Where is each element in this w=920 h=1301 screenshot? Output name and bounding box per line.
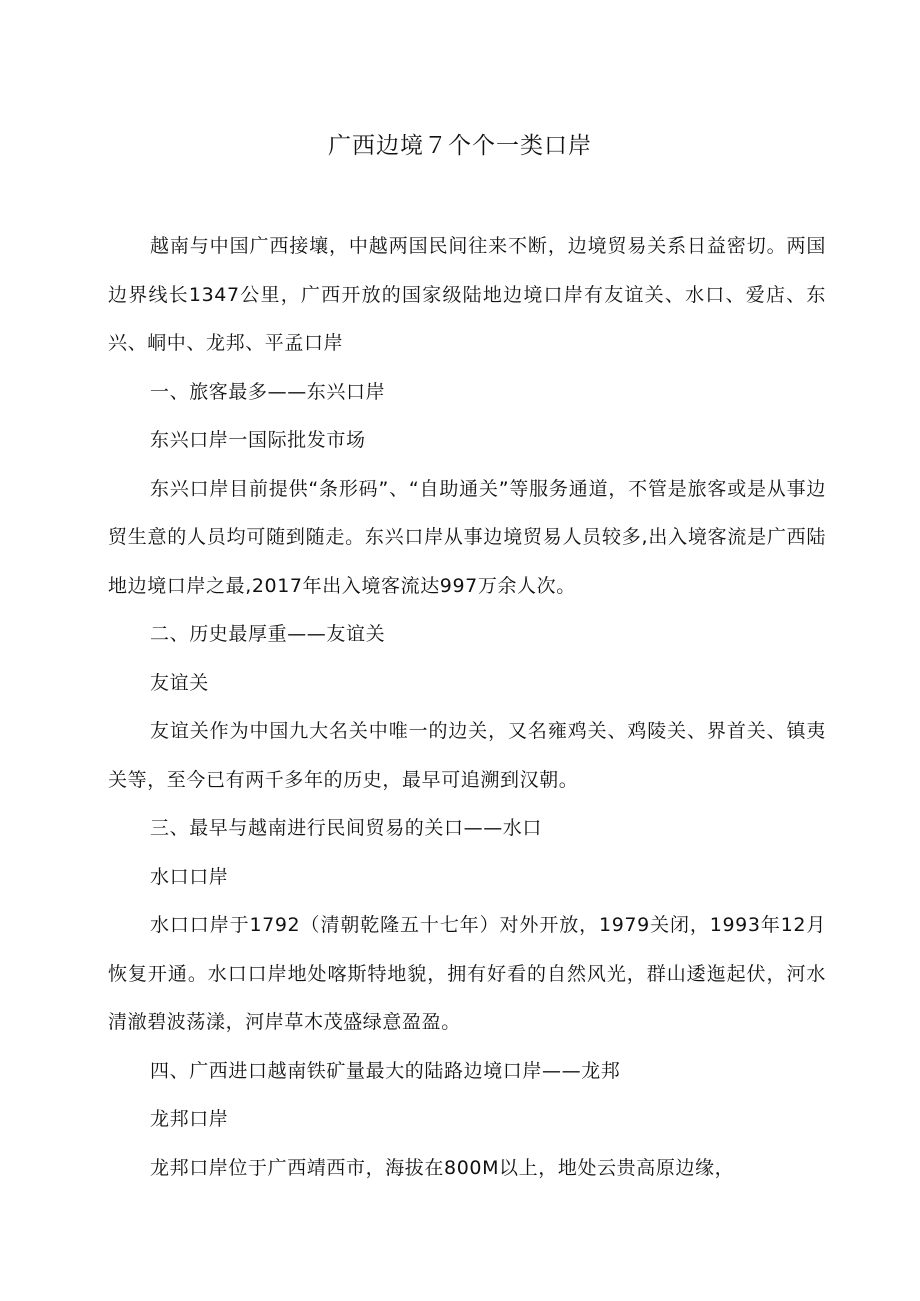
section-heading-youyiguan: 二、历史最厚重——友谊关 (150, 623, 386, 645)
paragraph-shuikou: 水口口岸于1792（清朝乾隆五十七年）对外开放，1979关闭，1993年12月恢复开通。水口口岸地处喀斯特地貌，拥有好看的自然风光，群山逶迤起伏，河水清澈碧波荡漾，河岸草木茂盛绿意盈盈。 (108, 914, 826, 1033)
section-heading-shuikou: 三、最早与越南进行民间贸易的关口——水口 (150, 817, 543, 839)
document-body (108, 222, 826, 1192)
paragraph-longbang: 龙邦口岸位于广西靖西市，海拔在800M以上，地处云贵高原边缘， (150, 1156, 735, 1179)
section-heading-longbang: 四、广西进口越南铁矿量最大的陆路边境口岸——龙邦 (150, 1059, 621, 1082)
paragraph-dongxing: 东兴口岸目前提供“条形码”、“自助通关”等服务通道，不管是旅客或是从事边贸生意的人员均可随到随走。东兴口岸从事边境贸易人员较多,出入境客流是广西陆地边境口岸之最,2017年出入境客流达997万余人次。 (108, 477, 826, 597)
document-title: 广西边境７个个一类口岸 (328, 133, 592, 159)
subheading-shuikou: 水口口岸 (150, 865, 229, 888)
subheading-youyiguan: 友谊关 (150, 671, 209, 694)
subheading-longbang: 龙邦口岸 (150, 1108, 229, 1130)
section-heading-dongxing: 一、旅客最多——东兴口岸 (150, 380, 386, 403)
subheading-dongxing-market: 东兴口岸一国际批发市场 (150, 429, 366, 451)
paragraph-intro: 越南与中国广西接壤，中越两国民间往来不断，边境贸易关系日益密切。两国边界线长1347公里，广西开放的国家级陆地边境口岸有友谊关、水口、爱店、东兴、峒中、龙邦、平孟口岸 (108, 235, 826, 354)
paragraph-youyiguan: 友谊关作为中国九大名关中唯一的边关，又名雍鸡关、鸡陵关、界首关、镇夷关等，至今已有两千多年的历史，最早可追溯到汉朝。 (108, 720, 826, 791)
